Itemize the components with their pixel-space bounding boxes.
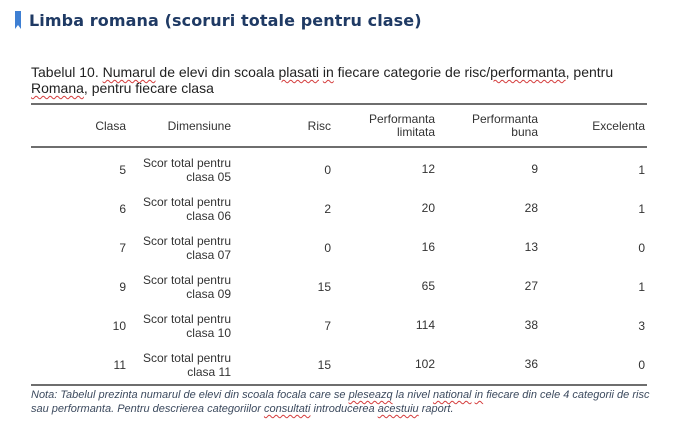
table-row [31, 345, 647, 384]
caption-text: Tabelul 10. [31, 64, 103, 80]
cell-dimensiune [126, 156, 231, 184]
cell-line: Scor total pentru [142, 272, 231, 287]
cell-clasa: 6 [119, 201, 126, 216]
caption-word: plasati [278, 64, 319, 80]
cell-line: Scor total pentru [142, 233, 231, 248]
caption-text: de elevi din scoala [155, 64, 279, 80]
cell-clasa: 9 [119, 279, 126, 294]
cell-line: Scor total pentru [142, 194, 231, 209]
cell-line: Scor total pentru [142, 311, 231, 326]
cell-limitata: 20 [421, 201, 435, 215]
cell-risc: 15 [317, 357, 331, 372]
cell-risc: 7 [324, 318, 331, 333]
note-text: fiecare din cele 4 categorii de risc sau performanta. Pentru descrierea categoriilor [31, 389, 650, 415]
cell-line: clasa 06 [186, 208, 231, 223]
header-line: Performanta [471, 111, 538, 126]
note-text: raport. [418, 403, 454, 415]
caption-text: , pentru [565, 64, 614, 80]
note-text: la nivel [392, 389, 433, 401]
cell-buna: 9 [531, 162, 538, 176]
caption-text: , pentru fiecare clasa [83, 80, 214, 96]
cell-buna: 36 [524, 357, 538, 371]
cell-dimensiune [126, 273, 231, 301]
caption-word: Numarul [102, 64, 156, 80]
table-caption [31, 64, 651, 96]
note-text: introducerea [310, 403, 378, 415]
cell-buna: 28 [524, 201, 538, 215]
header-excelenta: Excelenta [592, 118, 645, 133]
note-word: in [474, 389, 484, 401]
table-row [31, 267, 647, 306]
table-header-row [31, 105, 647, 146]
table-bottom-rule [31, 384, 647, 386]
note-word: acestuiu [377, 403, 419, 415]
section-heading [15, 9, 422, 31]
header-performanta-buna [435, 113, 538, 139]
header-line: buna [511, 124, 538, 139]
cell-dimensiune [126, 351, 231, 379]
header-line: Performanta [368, 111, 435, 126]
cell-line: clasa 11 [187, 364, 231, 379]
cell-limitata: 65 [421, 279, 435, 293]
table-row [31, 189, 647, 228]
note-word: pleseazq [348, 389, 393, 401]
cell-clasa: 5 [119, 162, 126, 177]
cell-risc: 15 [317, 279, 331, 294]
cell-clasa: 7 [119, 240, 126, 255]
cell-line: Scor total pentru [142, 155, 231, 170]
cell-line: clasa 07 [186, 247, 231, 262]
cell-excelenta: 0 [638, 240, 645, 255]
caption-word: performanta [490, 64, 566, 80]
cell-buna: 27 [524, 279, 538, 293]
cell-dimensiune [126, 195, 231, 223]
table-note [31, 388, 651, 416]
header-clasa: Clasa [95, 118, 126, 133]
header-line: limitata [396, 124, 435, 139]
table-header-rule [31, 146, 647, 148]
cell-excelenta: 1 [638, 279, 645, 294]
cell-dimensiune [126, 312, 231, 340]
cell-excelenta: 3 [638, 318, 645, 333]
cell-limitata: 12 [421, 162, 435, 176]
cell-line: clasa 10 [186, 325, 231, 340]
cell-excelenta: 1 [638, 201, 645, 216]
bookmark-icon [15, 11, 21, 29]
cell-line: clasa 05 [186, 169, 231, 184]
cell-excelenta: 0 [638, 357, 645, 372]
note-text: Nota: Tabelul prezinta numarul de elevi din scoala focala care se [31, 389, 349, 401]
cell-dimensiune [126, 234, 231, 262]
caption-word: Romana [31, 80, 84, 96]
header-performanta-limitata [331, 113, 435, 139]
cell-risc: 2 [324, 201, 331, 216]
cell-risc: 0 [324, 162, 331, 177]
results-table [31, 103, 647, 386]
cell-limitata: 114 [415, 318, 435, 332]
table-row [31, 306, 647, 345]
header-risc: Risc [307, 118, 331, 133]
header-dimensiune: Dimensiune [167, 118, 231, 133]
cell-buna: 38 [524, 318, 538, 332]
section-title: Limba romana (scoruri totale pentru clase) [29, 10, 422, 30]
cell-excelenta: 1 [638, 162, 645, 177]
table-row [31, 228, 647, 267]
note-word: national [432, 389, 472, 401]
cell-line: clasa 09 [186, 286, 231, 301]
cell-risc: 0 [324, 240, 331, 255]
table-row [31, 150, 647, 189]
cell-limitata: 102 [414, 357, 435, 371]
cell-clasa: 10 [112, 318, 126, 333]
cell-clasa: 11 [113, 357, 126, 372]
cell-buna: 13 [524, 240, 538, 254]
cell-limitata: 16 [421, 240, 435, 254]
note-word: consultati [263, 403, 311, 415]
cell-line: Scor total pentru [142, 350, 231, 365]
caption-word: in [322, 64, 334, 80]
caption-text: fiecare categorie de risc/ [333, 64, 491, 80]
